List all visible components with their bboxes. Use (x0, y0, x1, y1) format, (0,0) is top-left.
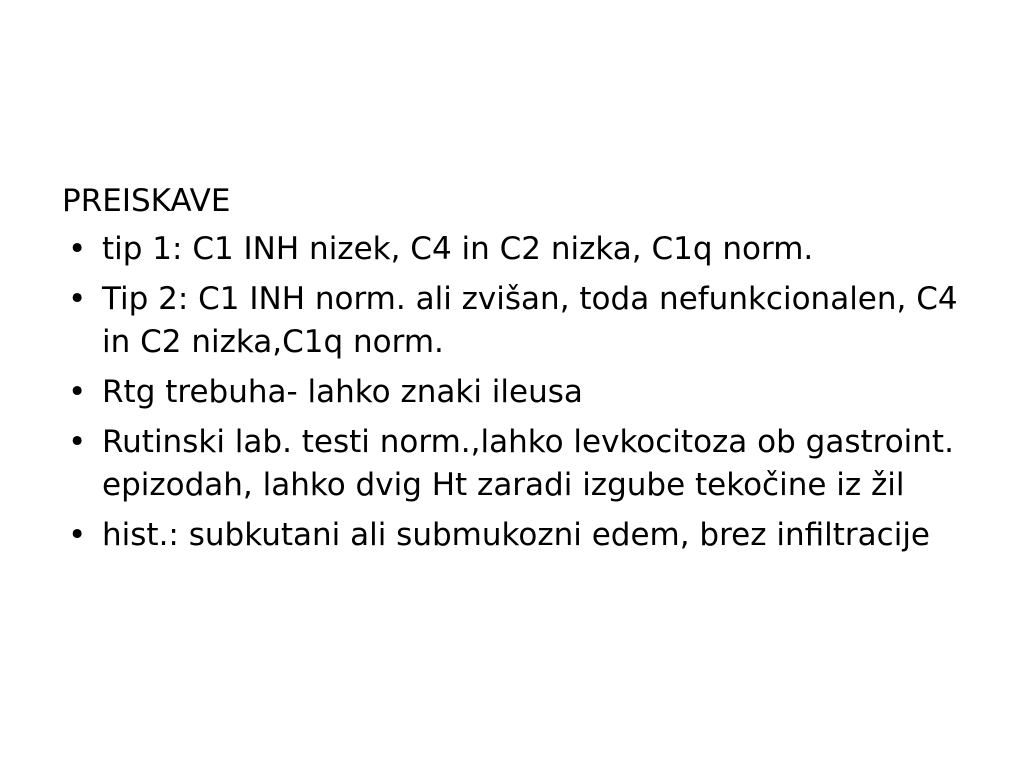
slide-heading: PREISKAVE (62, 183, 231, 219)
slide-content (62, 180, 962, 564)
bullet-item (62, 514, 962, 557)
bullet-text: Rtg trebuha- lahko znaki ileusa (102, 374, 583, 410)
bullet-text: Tip 2: C1 INH norm. ali zvišan, toda nefunkcionalen, C4 in C2 nizka,C1q norm. (102, 281, 958, 360)
bullet-item (62, 421, 962, 507)
bullet-text: Rutinski lab. testi norm.,lahko levkocitoza ob gastroint. epizodah, lahko dvig Ht zaradi izgube tekočine iz žil (102, 424, 954, 503)
bullet-text: tip 1: C1 INH nizek, C4 in C2 nizka, C1q norm. (102, 231, 814, 267)
bullet-icon: • (68, 281, 87, 317)
bullet-icon: • (68, 517, 87, 553)
bullet-item (62, 228, 962, 271)
bullet-icon: • (68, 231, 87, 267)
bullet-item (62, 371, 962, 414)
bullet-text: hist.: subkutani ali submukozni edem, brez infiltracije (102, 517, 931, 553)
bullet-icon: • (68, 374, 87, 410)
bullet-icon: • (68, 424, 87, 460)
bullet-list (62, 228, 962, 557)
bullet-item (62, 278, 962, 364)
